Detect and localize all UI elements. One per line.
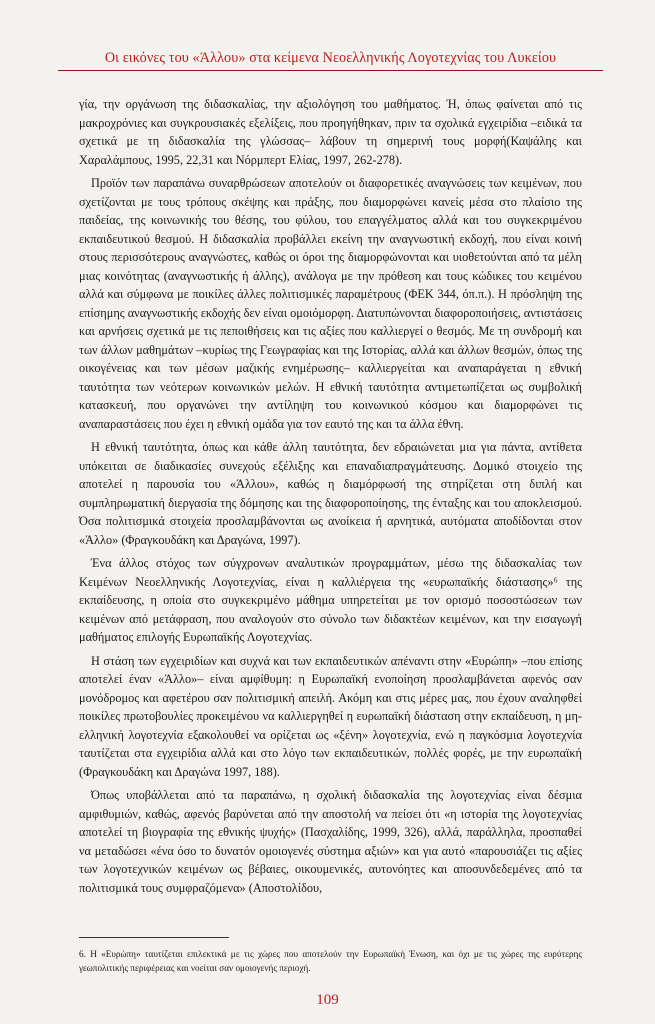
running-header: Οι εικόνες του «Άλλου» στα κείμενα Νεοελληνικής Λογοτεχνίας του Λυκείου [104, 50, 557, 66]
body-text [79, 95, 582, 902]
footnote: 6. Η «Ευρώπη» ταυτίζεται επιλεκτικά με τις χώρες που αποτελούν την Ευρωπαϊκή Ένωση, και όχι με τις χώρες της ευρύτερης γεωπολιτικής περιφέρειας και νοείται σαν ομοιογενής περιοχή. [79, 949, 582, 973]
page-number: 109 [316, 992, 339, 1008]
paragraph: Η εθνική ταυτότητα, όπως και κάθε άλλη ταυτότητα, δεν εδραιώνεται μια για πάντα, αντίθετα υπόκειται σε διαδικασίες συνεχούς εξέλιξης και επαναδιαπραγμάτευσης. Δομικό στοιχείο της αποτελεί η παρουσία του «Άλλου», καθώς η διαμόρφωσή της στηρίζεται στη διπλή και συμπληρωματική διεργασία της δόμησης και της διαφοροποίησης, της ένταξης και του αποκλεισμού. Όσα πολιτισμικά στοιχεία προσλαμβάνονται ως ανοίκεια ή αρνητικά, αυτόματα αποδίδονται στον «Άλλο» (Φραγκουδάκη και Δραγώνα, 1997). [79, 440, 582, 547]
paragraph: Όπως υποβάλλεται από τα παραπάνω, η σχολική διδασκαλία της λογοτεχνίας είναι δέσμια αμφιθυμιών, καθώς, αφενός βαρύνεται από την αποστολή να πείσει ότι «η ιστορία της λογοτεχνίας αποτελεί τη βιογραφία της εθνικής ψυχής» (Πασχαλίδης, 1999, 326), αλλά, παράλληλα, προσπαθεί να μεταδώσει «ένα όσο το δυνατόν ομοιογενές σύστημα αξιών» και για αυτό «παρουσιάζει τις αξίες των λογοτεχνικών κειμένων ως βέβαιες, οικουμενικές, αυτονόητες και αποσυνδεδεμένες από τα πολιτισμικά τους συμφραζόμενα» (Αποστολίδου, [79, 788, 582, 895]
paragraph: Ένα άλλος στόχος των σύγχρονων αναλυτικών προγραμμάτων, μέσω της διδασκαλίας των Κειμένων Νεοελληνικής Λογοτεχνίας, είναι η καλλιέργεια της «ευρωπαϊκής διάστασης»⁶ της εκπαίδευσης, η οποία στο συγκεκριμένο μάθημα υπηρετείται με τον ορισμό ποσοστώσεων των κειμένων από μετάφραση, που αναλογούν στο σύνολο των διδακτέων κειμένων, και την εισαγωγή μαθήματος επιλογής Ευρωπαϊκής Λογοτεχνίας. [79, 556, 582, 644]
paragraph: Η στάση των εγχειριδίων και συχνά και των εκπαιδευτικών απέναντι στην «Ευρώπη» –που επίσης αποτελεί έναν «Άλλο»– είναι αμφίθυμη: η Ευρωπαϊκή ενοποίηση προσλαμβάνεται αφενός σαν μονόδρομος και αφετέρου σαν πολιτισμική απειλή. Ακόμη και στις μέρες μας, που έχουν αναληφθεί ποικίλες πρωτοβουλίες προκειμένου να καλλιεργηθεί η ευρωπαϊκή διάσταση στην εκπαίδευση, η μη-ελληνική λογοτεχνία εξακολουθεί να ορίζεται ως «ξένη» λογοτεχνία, ενώ η παγκόσμια λογοτεχνία ταυτίζεται στα εγχειρίδια αλλά και στο λόγο των εκπαιδευτικών, πολλές φορές, με την ευρωπαϊκή (Φραγκουδάκη και Δραγώνα 1997, 188). [79, 653, 582, 779]
footnote-rule [79, 937, 229, 938]
header-rule [58, 70, 603, 71]
paragraph: Προϊόν των παραπάνω συναρθρώσεων αποτελούν οι διαφορετικές αναγνώσεις των κειμένων, που σχετίζονται με τους τρόπους σκέψης και πράξης, που διαμορφώνει κανείς μέσα στο πλαίσιο της παιδείας, της κοινωνικής του θέσης, του φύλου, του επαγγέλματος αλλά και του συγκεκριμένου εκπαιδευτικού θεσμού. Η διδασκαλία προβάλλει εκείνη την αναγνωστική εκδοχή, που είναι κοινή στους περισσότερους αναγνώστες, καθώς οι όροι της διαμορφώνονται και υιοθετούνται από τα μέλη μιας κοινότητας (αναγνωστικής ή άλλης), ανάλογα με την πρόθεση και τους κώδικες του κειμένου αλλά και σύμφωνα με ποικίλες άλλες πολιτισμικές παραμέτρους (ΦΕΚ 344, όπ.π.). Η πρόσληψη της επίσημης αναγνωστικής εκδοχής δεν είναι ομοιόμορφη. Διατυπώνονται διαφοροποιήσεις, αντιστάσεις και αρνήσεις σχετικά με τις πεποιθήσεις και τις αξίες που καλλιεργεί ο θεσμός. Με τη συνδρομή και των άλλων μαθημάτων –κυρίως της Γεωγραφίας και της Ιστορίας, αλλά και άλλων θεσμών, όπως της οικογένειας και των μέσων μαζικής ενημέρωσης– καλλιεργείται και αναπαράγεται η εθνική ταυτότητα των νεότερων κοινωνικών μελών. Η εθνική ταυτότητα αντιμετωπίζεται ως συμβολική κατασκευή, που οργανώνει την αντίληψη του κοινωνικού κόσμου και διαμορφώνει τις αναπαραστάσεις που έχει η εθνική ομάδα για τον εαυτό της και τα άλλα έθνη. [79, 176, 582, 431]
paragraph: γία, την οργάνωση της διδασκαλίας, την αξιολόγηση του μαθήματος. Ή, όπως φαίνεται από τις μακροχρόνιες και συγκρουσιακές εξελίξεις, που προηγήθηκαν, πριν τα σχολικά εγχειρίδια –ειδικά τα σχετικά με τη διδασκαλία της γλώσσας– λάβουν τη σημερινή τους μορφή(Καψάλης και Χαραλάμπους, 1995, 22,31 και Νόρμπερτ Ελίας, 1997, 262-278). [79, 97, 582, 167]
